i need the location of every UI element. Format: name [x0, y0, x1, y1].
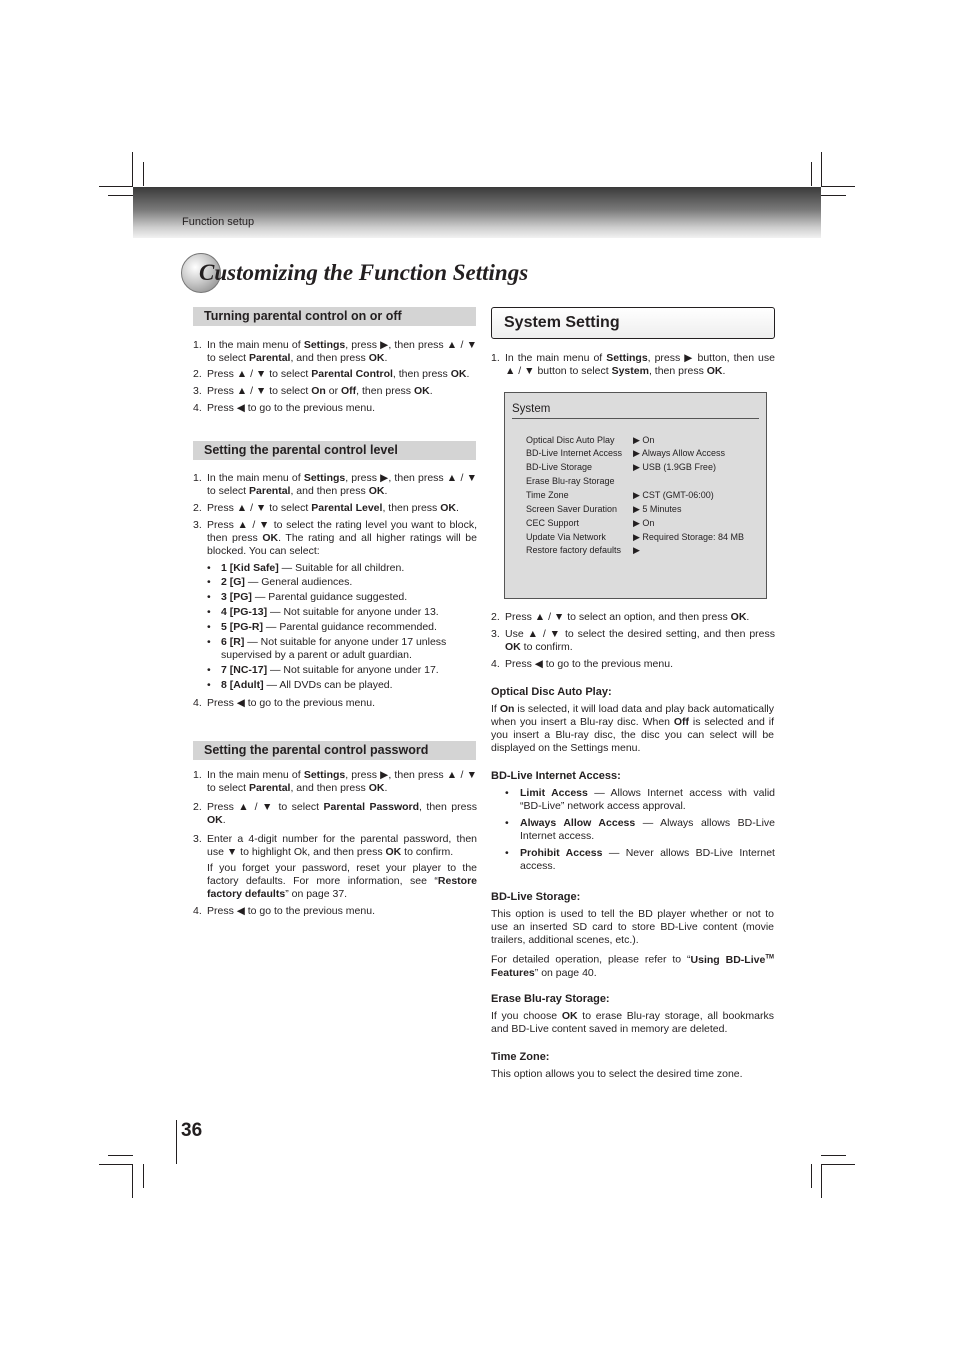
- menu-item-value: ▶ On: [633, 435, 655, 445]
- paragraph: This option allows you to select the desired time zone.: [491, 1068, 743, 1080]
- menu-title: System: [512, 403, 551, 415]
- menu-item-label: BD-Live Internet Access: [526, 448, 623, 458]
- system-setting-heading: System Setting: [504, 314, 620, 331]
- menu-item-label: Erase Blu-ray Storage: [526, 476, 615, 486]
- section-heading-parental-level: [193, 441, 476, 460]
- menu-item-label: Time Zone: [526, 490, 569, 500]
- crop-mark: [821, 195, 846, 196]
- system-setting-heading-box: [491, 307, 775, 339]
- crop-mark: [811, 162, 812, 186]
- crop-mark: [132, 1164, 133, 1198]
- crop-mark: [99, 186, 133, 187]
- menu-item-label: Restore factory defaults: [526, 545, 622, 555]
- subheading-bd-live-storage: BD-Live Storage:: [491, 891, 581, 903]
- menu-item-value: ▶ On: [633, 518, 655, 528]
- menu-item-label: CEC Support: [526, 518, 580, 528]
- page-number: 36: [181, 1120, 203, 1141]
- crop-mark: [821, 152, 822, 186]
- section-heading-text: Setting the parental control password: [204, 743, 429, 757]
- crop-mark: [132, 152, 133, 186]
- paragraph: If you choose OK to erase Blu-ray storage, all bookmarks and BD-Live content saved in memory are deleted.: [491, 1010, 774, 1035]
- menu-item-value: ▶ Required Storage: 84 MB: [633, 532, 744, 542]
- menu-item-value: ▶ 5 Minutes: [633, 504, 682, 514]
- subheading-bd-live-internet-access: BD-Live Internet Access:: [491, 770, 621, 782]
- system-menu-screen: [504, 392, 767, 599]
- menu-item-label: Update Via Network: [526, 532, 606, 542]
- section-heading-parental-password: [193, 741, 476, 760]
- subheading-time-zone: Time Zone:: [491, 1051, 550, 1063]
- subheading-optical-disc-auto-play: Optical Disc Auto Play:: [491, 686, 612, 698]
- crop-mark: [143, 1164, 144, 1188]
- section-label: Function setup: [182, 216, 255, 228]
- crop-mark: [143, 162, 144, 186]
- section-heading-parental-on-off: [193, 307, 476, 326]
- paragraph: This option is used to tell the BD player whether or not to use an inserted SD card to store BD-Live content (movie trailers, additional scenes, etc.).: [491, 908, 774, 946]
- crop-mark: [821, 186, 855, 187]
- paragraph: If On is selected, it will load data and play back automatically when you insert a Blu-ray disc. When Off is selected and if you insert a Blu-ray disc, the disc you can select will be displayed on the Settings menu.: [491, 703, 774, 754]
- crop-mark: [108, 1155, 133, 1156]
- crop-mark: [821, 1164, 855, 1165]
- crop-mark: [811, 1164, 812, 1188]
- crop-mark: [821, 1155, 846, 1156]
- crop-mark: [108, 195, 133, 196]
- subheading-erase-bluray-storage: Erase Blu-ray Storage:: [491, 993, 610, 1005]
- crop-mark: [99, 1164, 133, 1165]
- header-band: [133, 187, 821, 238]
- menu-item-value: ▶ Always Allow Access: [633, 448, 725, 458]
- menu-item-label: Optical Disc Auto Play: [526, 435, 615, 445]
- page-title: Customizing the Function Settings: [199, 260, 529, 285]
- section-heading-text: Turning parental control on or off: [204, 309, 402, 323]
- crop-mark: [821, 1164, 822, 1198]
- menu-item-label: BD-Live Storage: [526, 462, 593, 472]
- menu-item-value: ▶ USB (1.9GB Free): [633, 462, 716, 472]
- page-number-rule: [176, 1120, 177, 1164]
- menu-item-value: ▶: [633, 545, 640, 555]
- menu-item-label: Screen Saver Duration: [526, 504, 618, 514]
- menu-divider: [512, 418, 759, 419]
- section-heading-text: Setting the parental control level: [204, 443, 398, 457]
- paragraph: For detailed operation, please refer to “Using BD-Live™ Features” on page 40.: [491, 953, 774, 979]
- menu-item-value: ▶ CST (GMT-06:00): [633, 490, 714, 500]
